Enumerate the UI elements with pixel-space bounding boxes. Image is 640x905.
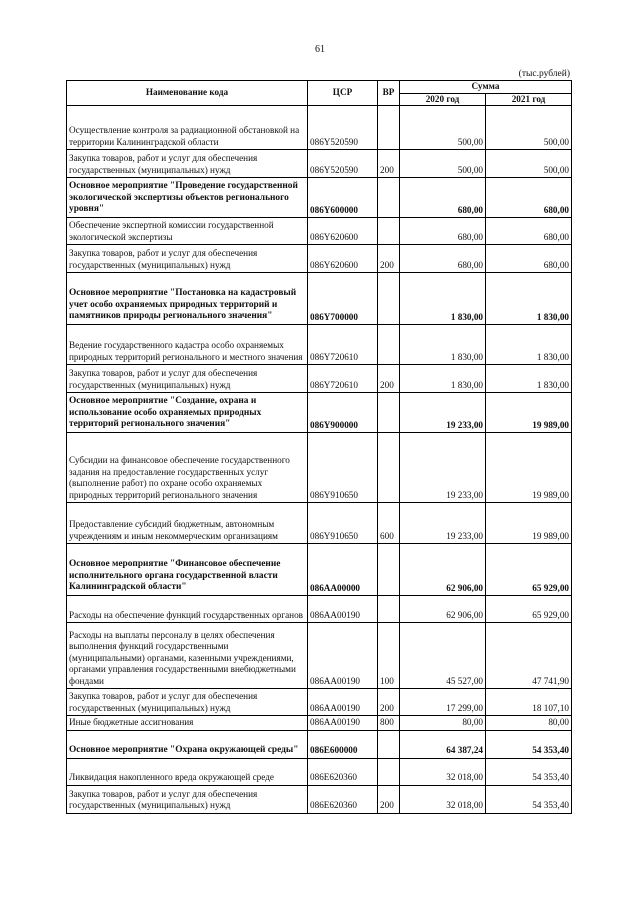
header-year-2021: 2021 год: [486, 93, 572, 106]
row-name: Основное мероприятие "Проведение государственной экологической экспертизы объектов регионального уровня": [67, 178, 308, 218]
row-sum-2020: 1 830,00: [400, 325, 486, 365]
row-name: Ведение государственного кадастра особо охраняемых природных территорий регионального и местного значения: [67, 325, 308, 365]
table-row: [67, 785, 572, 813]
row-sum-2020: 32 018,00: [400, 785, 486, 813]
row-name: Предоставление субсидий бюджетным, автономным учреждениям и иным некоммерческим организациям: [67, 503, 308, 544]
table-row-section: [67, 178, 572, 218]
row-sum-2021: 65 929,00: [486, 544, 572, 596]
header-year-2020: 2020 год: [400, 93, 486, 106]
row-name: Закупка товаров, работ и услуг для обеспечения государственных (муниципальных) нужд: [67, 245, 308, 273]
row-sum-2021: 1 830,00: [486, 273, 572, 325]
row-sum-2021: 500,00: [486, 106, 572, 150]
row-sum-2021: 19 989,00: [486, 503, 572, 544]
row-name: Закупка товаров, работ и услуг для обеспечения государственных (муниципальных) нужд: [67, 785, 308, 813]
row-sum-2021: 18 107,10: [486, 689, 572, 716]
row-name: Закупка товаров, работ и услуг для обеспечения государственных (муниципальных) нужд: [67, 365, 308, 393]
row-csr: 086Y520590: [308, 150, 378, 178]
row-sum-2020: 45 527,00: [400, 623, 486, 689]
row-sum-2020: 1 830,00: [400, 365, 486, 393]
row-name: Закупка товаров, работ и услуг для обеспечения государственных (муниципальных) нужд: [67, 150, 308, 178]
row-vr: [378, 273, 400, 325]
row-sum-2021: 19 989,00: [486, 393, 572, 433]
row-name: Основное мероприятие "Создание, охрана и использование особо охраняемых природных территорий регионального значения": [67, 393, 308, 433]
row-sum-2021: 680,00: [486, 218, 572, 245]
row-sum-2021: 1 830,00: [486, 365, 572, 393]
row-sum-2020: 62 906,00: [400, 596, 486, 623]
row-vr: 200: [378, 245, 400, 273]
row-vr: 600: [378, 503, 400, 544]
row-vr: [378, 325, 400, 365]
row-csr: 086Y620600: [308, 245, 378, 273]
row-vr: [378, 218, 400, 245]
table-row: [67, 596, 572, 623]
header-sum: Сумма: [400, 81, 572, 94]
row-sum-2021: 80,00: [486, 716, 572, 731]
row-vr: [378, 433, 400, 503]
table-row: [67, 623, 572, 689]
units-label: (тыс.рублей): [518, 69, 570, 79]
row-sum-2020: 17 299,00: [400, 689, 486, 716]
table-row: [67, 218, 572, 245]
row-csr: 086Е620360: [308, 758, 378, 785]
budget-table: [66, 80, 572, 814]
row-sum-2020: 19 233,00: [400, 393, 486, 433]
row-name: Расходы на выплаты персоналу в целях обеспечения выполнения функций государственными (муниципальными) органами, казенными учреждениями, органами управления государственными внебюджетными фондами: [67, 623, 308, 689]
row-vr: [378, 730, 400, 758]
row-sum-2020: 19 233,00: [400, 503, 486, 544]
row-sum-2021: 1 830,00: [486, 325, 572, 365]
row-sum-2021: 54 353,40: [486, 785, 572, 813]
row-csr: 086Y620600: [308, 218, 378, 245]
row-sum-2020: 19 233,00: [400, 433, 486, 503]
table-row: [67, 758, 572, 785]
header-name: Наименование кода: [67, 81, 308, 106]
row-sum-2021: 47 741,90: [486, 623, 572, 689]
row-name: Основное мероприятие "Охрана окружающей среды": [67, 730, 308, 758]
row-vr: [378, 544, 400, 596]
row-sum-2021: 680,00: [486, 178, 572, 218]
row-vr: 100: [378, 623, 400, 689]
row-name: Обеспечение экспертной комиссии государственной экологической экспертизы: [67, 218, 308, 245]
row-csr: 086Y720610: [308, 365, 378, 393]
row-name: Основное мероприятие "Постановка на кадастровый учет особо охраняемых природных территорий и памятников природы регионального значения": [67, 273, 308, 325]
row-csr: 086Y910650: [308, 433, 378, 503]
row-vr: 200: [378, 689, 400, 716]
row-sum-2020: 80,00: [400, 716, 486, 731]
row-sum-2020: 32 018,00: [400, 758, 486, 785]
row-name: Ликвидация накопленного вреда окружающей среде: [67, 758, 308, 785]
row-csr: 086АА00190: [308, 623, 378, 689]
table-row: [67, 245, 572, 273]
header-vr: ВР: [378, 81, 400, 106]
row-csr: 086Y910650: [308, 503, 378, 544]
table-row: [67, 716, 572, 731]
row-csr: 086АА00190: [308, 596, 378, 623]
row-csr: 086Y520590: [308, 106, 378, 150]
row-csr: 086Y600000: [308, 178, 378, 218]
table-row-section: [67, 730, 572, 758]
row-sum-2021: 54 353,40: [486, 730, 572, 758]
row-name: Закупка товаров, работ и услуг для обеспечения государственных (муниципальных) нужд: [67, 689, 308, 716]
row-sum-2021: 19 989,00: [486, 433, 572, 503]
row-name: Иные бюджетные ассигнования: [67, 716, 308, 731]
row-vr: [378, 106, 400, 150]
row-csr: 086Е620360: [308, 785, 378, 813]
row-csr: 086АА00190: [308, 689, 378, 716]
row-sum-2021: 680,00: [486, 245, 572, 273]
row-csr: 086АА00000: [308, 544, 378, 596]
row-sum-2020: 1 830,00: [400, 273, 486, 325]
row-vr: 200: [378, 785, 400, 813]
row-name: Основное мероприятие "Финансовое обеспечение исполнительного органа государственной власти Калининградской области": [67, 544, 308, 596]
row-sum-2021: 500,00: [486, 150, 572, 178]
row-sum-2021: 54 353,40: [486, 758, 572, 785]
row-vr: [378, 393, 400, 433]
table-row: [67, 689, 572, 716]
row-csr: 086Y720610: [308, 325, 378, 365]
table-row-section: [67, 273, 572, 325]
row-csr: 086Е600000: [308, 730, 378, 758]
row-sum-2020: 64 387,24: [400, 730, 486, 758]
row-name: Расходы на обеспечение функций государственных органов: [67, 596, 308, 623]
row-vr: [378, 596, 400, 623]
row-sum-2020: 62 906,00: [400, 544, 486, 596]
row-name: Субсидии на финансовое обеспечение государственного задания на предоставление государственных услуг (выполнение работ) по охране особо охраняемых природных территорий регионального значения: [67, 433, 308, 503]
row-sum-2020: 680,00: [400, 178, 486, 218]
row-sum-2020: 680,00: [400, 218, 486, 245]
row-csr: 086АА00190: [308, 716, 378, 731]
table-row: [67, 150, 572, 178]
table-row: [67, 503, 572, 544]
row-vr: [378, 758, 400, 785]
row-vr: 800: [378, 716, 400, 731]
row-vr: [378, 178, 400, 218]
table-row: [67, 365, 572, 393]
table-body: [67, 106, 572, 814]
table-row-section: [67, 544, 572, 596]
row-csr: 086Y900000: [308, 393, 378, 433]
table-row: [67, 106, 572, 150]
table-row: [67, 433, 572, 503]
row-csr: 086Y700000: [308, 273, 378, 325]
row-sum-2021: 65 929,00: [486, 596, 572, 623]
row-vr: 200: [378, 150, 400, 178]
header-csr: ЦСР: [308, 81, 378, 106]
table-row: [67, 325, 572, 365]
row-name: Осуществление контроля за радиационной обстановкой на территории Калининградской области: [67, 106, 308, 150]
page-number: 61: [315, 44, 325, 55]
row-sum-2020: 500,00: [400, 150, 486, 178]
row-vr: 200: [378, 365, 400, 393]
row-sum-2020: 500,00: [400, 106, 486, 150]
table-row-section: [67, 393, 572, 433]
row-sum-2020: 680,00: [400, 245, 486, 273]
